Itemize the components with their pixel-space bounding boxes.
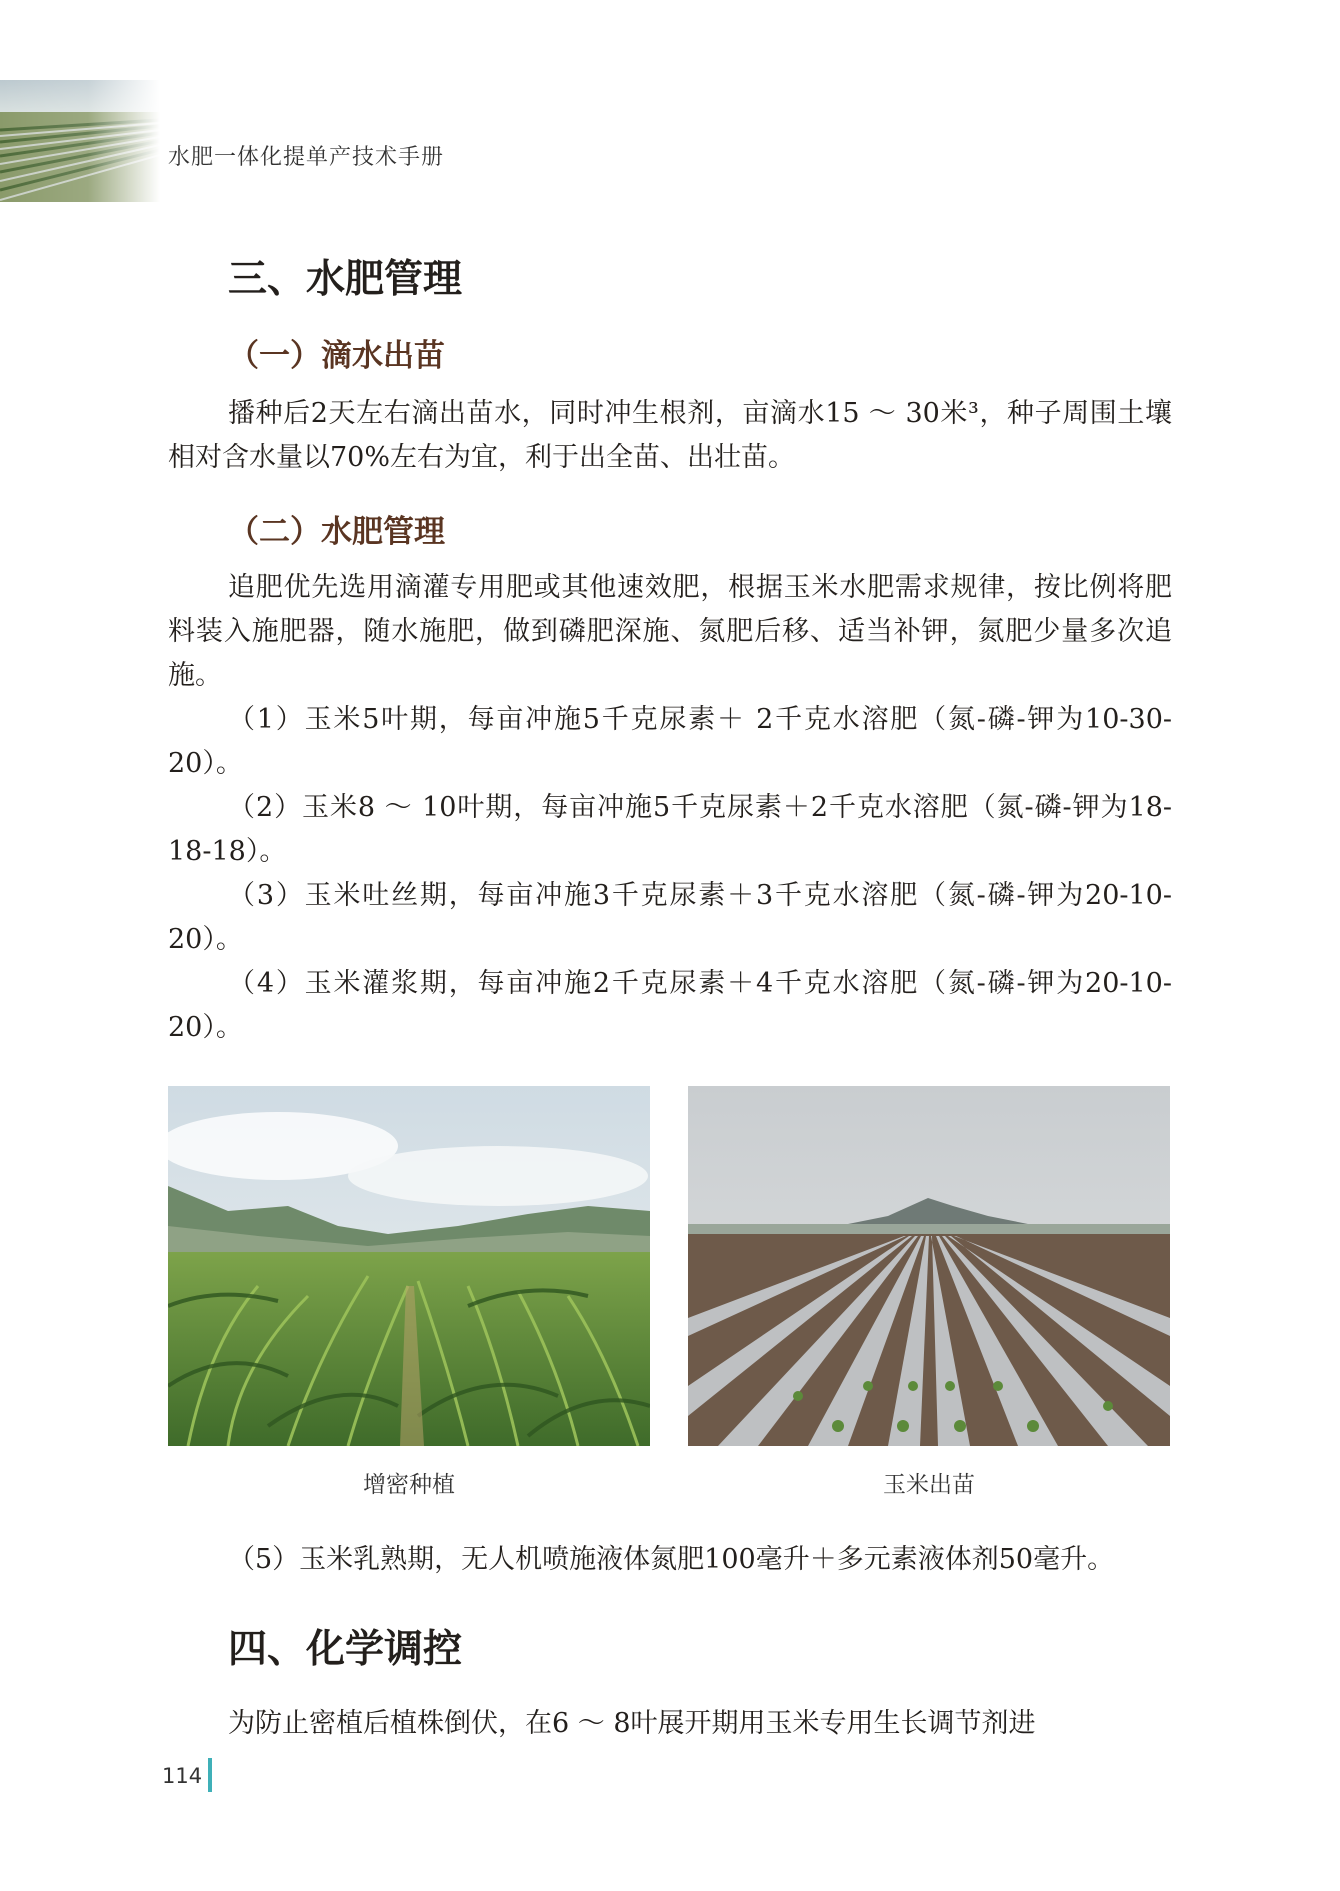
list-item — [168, 786, 1172, 874]
list-item — [168, 874, 1172, 962]
figure-caption: 增密种植 — [363, 1472, 455, 1498]
section-title: 三、水肥管理 — [228, 257, 463, 302]
photo-dense-planting — [168, 1086, 650, 1446]
section-title: 四、化学调控 — [228, 1627, 463, 1672]
list-item — [168, 1538, 1172, 1582]
list-item — [168, 698, 1172, 786]
page-number-bar — [208, 1758, 212, 1792]
list-item-text: （3）玉米吐丝期，每亩冲施3千克尿素＋3千克水溶肥（氮-磷-钾为20-10-20）。 — [168, 880, 1172, 955]
paragraph — [168, 1702, 1172, 1746]
list-item-text: （5）玉米乳熟期，无人机喷施液体氮肥100毫升＋多元素液体剂50毫升。 — [228, 1544, 1115, 1575]
paragraph — [168, 392, 1172, 480]
header-field-photo — [0, 80, 160, 202]
page-number: 114 — [162, 1764, 203, 1788]
list-item — [168, 962, 1172, 1050]
list-item-text: （1）玉米5叶期，每亩冲施5千克尿素＋ 2千克水溶肥（氮-磷-钾为10-30-20）。 — [168, 704, 1172, 779]
running-title: 水肥一体化提单产技术手册 — [168, 145, 445, 170]
paragraph-text: 追肥优先选用滴灌专用肥或其他速效肥，根据玉米水肥需求规律，按比例将肥料装入施肥器，随水施肥，做到磷肥深施、氮肥后移、适当补钾，氮肥少量多次追施。 — [168, 572, 1172, 691]
photo-corn-emergence — [688, 1086, 1170, 1446]
figure-caption: 玉米出苗 — [883, 1472, 975, 1498]
paragraph-text: 播种后2天左右滴出苗水，同时冲生根剂，亩滴水15 ～ 30米³，种子周围土壤相对含水量以70%左右为宜，利于出全苗、出壮苗。 — [168, 398, 1172, 473]
subsection-title: （二）水肥管理 — [228, 514, 445, 550]
subsection-title: （一）滴水出苗 — [228, 338, 445, 374]
paragraph — [168, 566, 1172, 698]
paragraph-text: 为防止密植后植株倒伏，在6 ～ 8叶展开期用玉米专用生长调节剂进 — [228, 1708, 1036, 1739]
list-item-text: （4）玉米灌浆期，每亩冲施2千克尿素＋4千克水溶肥（氮-磷-钾为20-10-20）。 — [168, 968, 1172, 1043]
list-item-text: （2）玉米8 ～ 10叶期，每亩冲施5千克尿素＋2千克水溶肥（氮-磷-钾为18-18-18）。 — [168, 792, 1172, 867]
